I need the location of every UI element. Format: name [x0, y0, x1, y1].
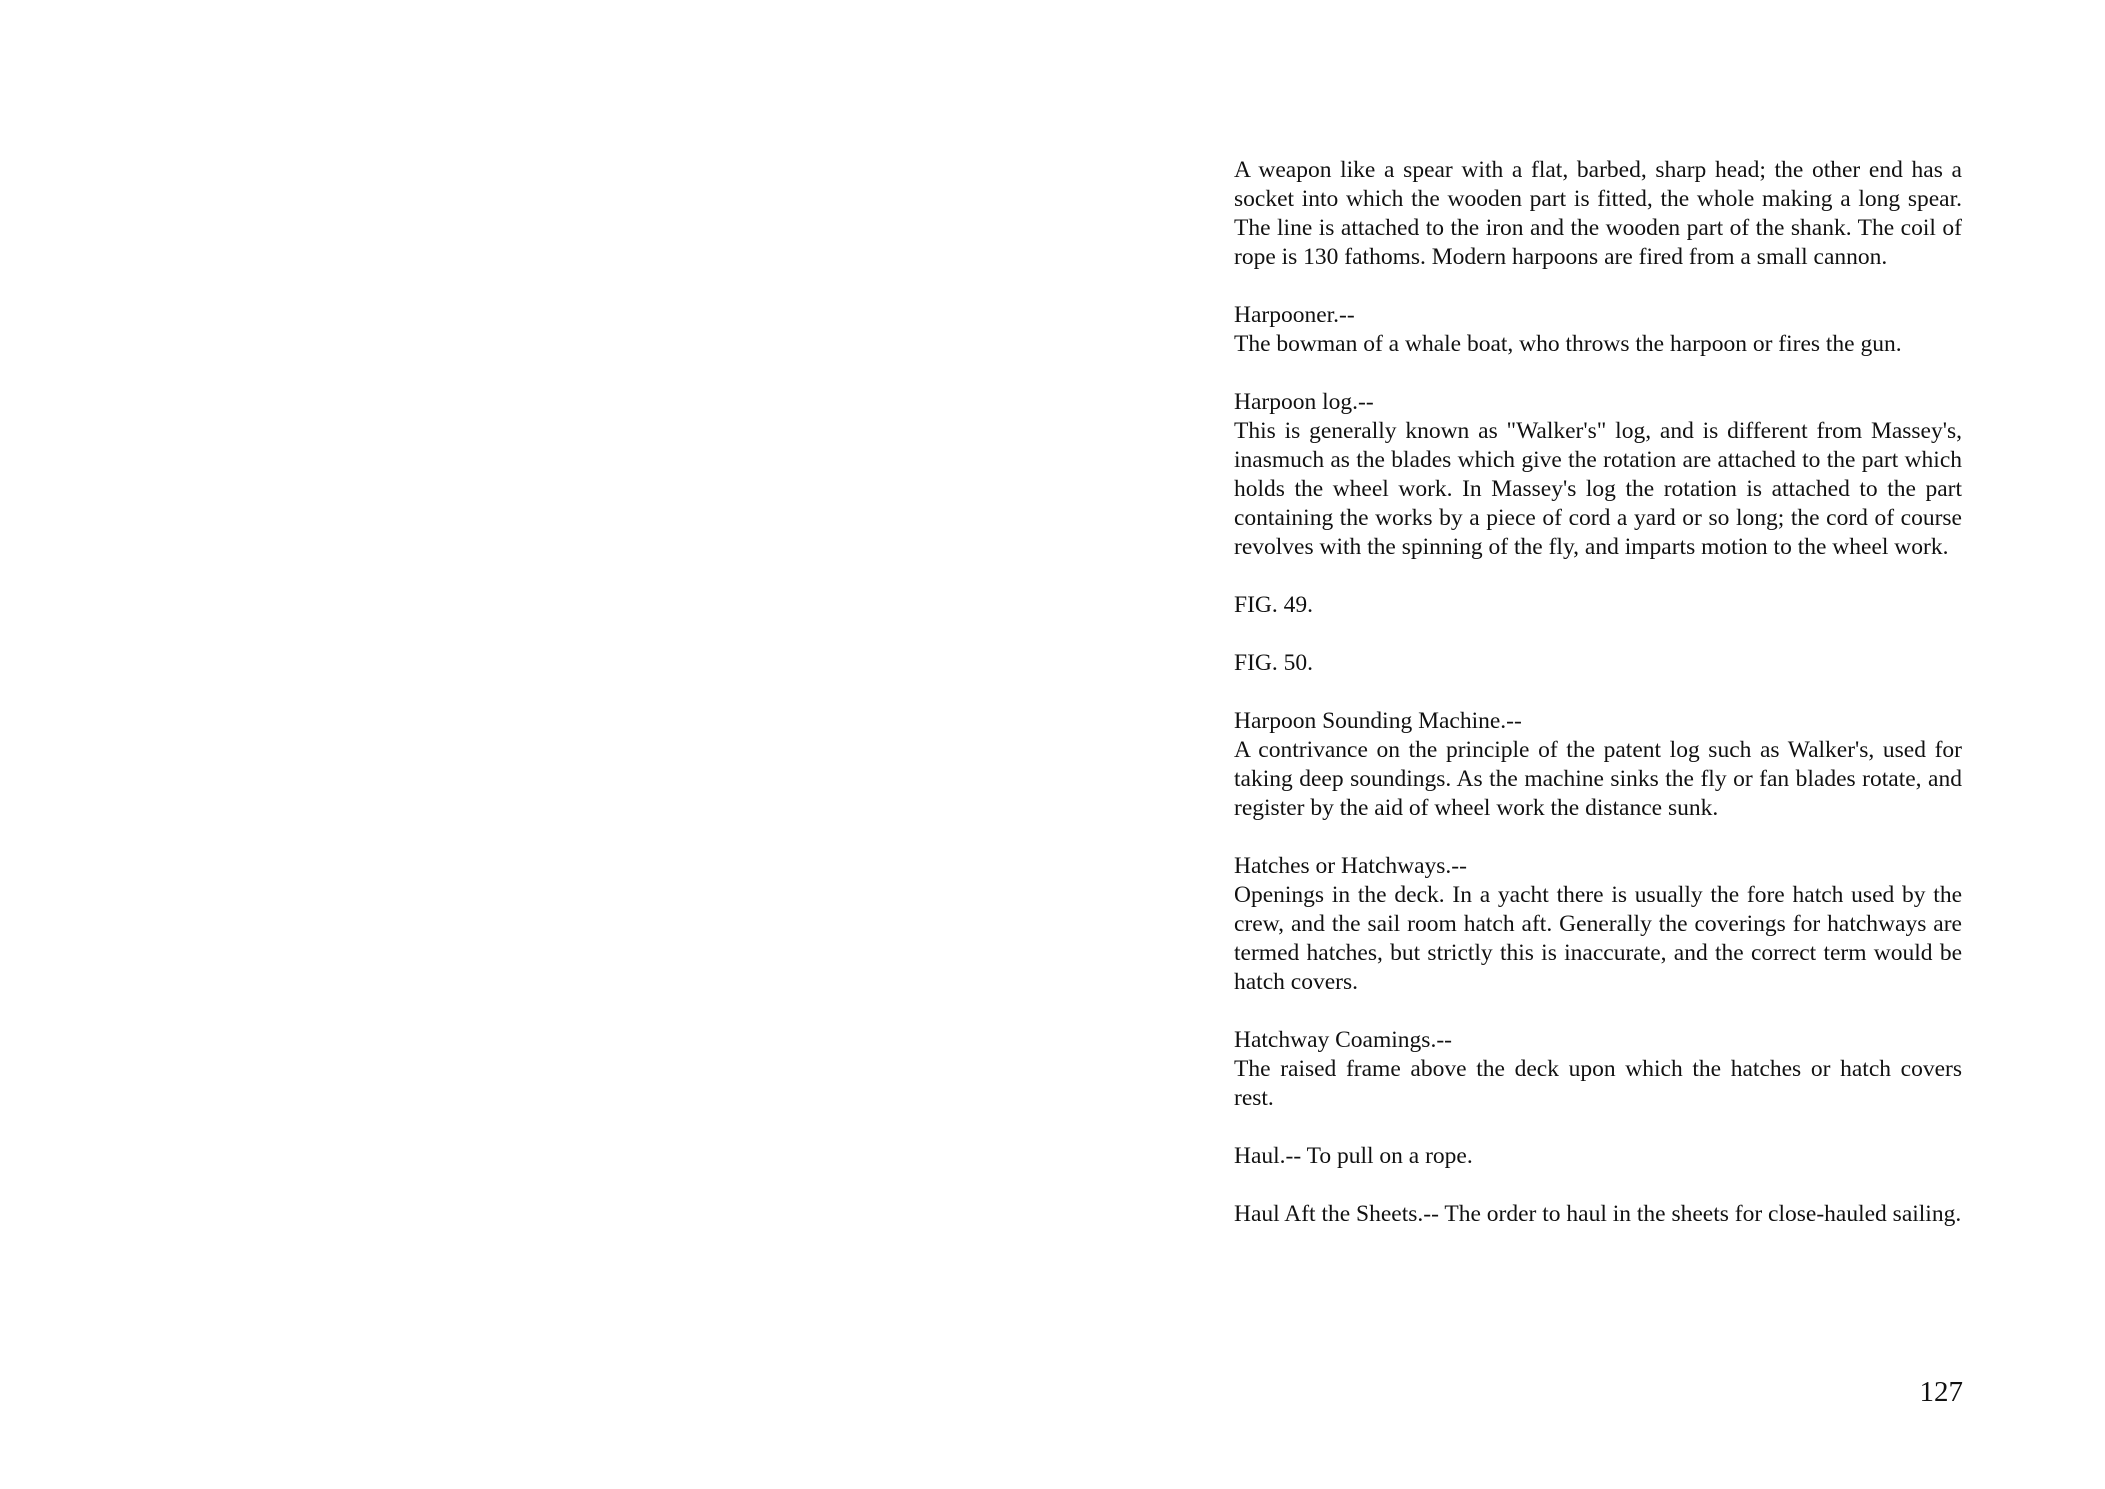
entry-definition: A contrivance on the principle of the patent log such as Walker's, used for taking deep soundings. As the machine sinks the fly or fan blades rotate, and register by the aid of wheel work the distance sunk. — [1234, 737, 1962, 821]
entry-term: Hatches or Hatchways.-- — [1234, 853, 1467, 879]
entry-definition: The raised frame above the deck upon which the hatches or hatch covers rest. — [1234, 1056, 1962, 1111]
entry-term: Hatchway Coamings.-- — [1234, 1027, 1452, 1053]
entry-hatches — [1234, 852, 1962, 997]
entry-term: Harpoon log.-- — [1234, 389, 1374, 415]
entry-harpoon — [1234, 156, 1962, 272]
figure-label: FIG. 49. — [1234, 592, 1313, 618]
entry-definition: Haul Aft the Sheets.-- The order to haul in the sheets for close-hauled sailing. — [1234, 1201, 1962, 1227]
entry-haul — [1234, 1142, 1962, 1171]
entry-term: Harpoon Sounding Machine.-- — [1234, 708, 1522, 734]
figure-caption-50 — [1234, 649, 1962, 678]
entry-harpoon-log — [1234, 388, 1962, 562]
entry-term: Harpooner.-- — [1234, 302, 1355, 328]
entry-definition: A weapon like a spear with a flat, barbed, sharp head; the other end has a socket into which the wooden part is fitted, the whole making a long spear. The line is attached to the iron and the wooden part of the shank. The coil of rope is 130 fathoms. Modern harpoons are fired from a small cannon. — [1234, 157, 1962, 270]
entry-definition: This is generally known as "Walker's" log, and is different from Massey's, inasmuch as the blades which give the rotation are attached to the part which holds the wheel work. In Massey's log the rotation is attached to the part containing the works by a piece of cord a yard or so long; the cord of course revolves with the spinning of the fly, and imparts motion to the wheel work. — [1234, 418, 1962, 560]
page-number: 127 — [1919, 1376, 1963, 1408]
entry-definition: The bowman of a whale boat, who throws the harpoon or fires the gun. — [1234, 331, 1902, 357]
figure-caption-49 — [1234, 591, 1962, 620]
entry-harpooner — [1234, 301, 1962, 359]
entry-hatchway-coamings — [1234, 1026, 1962, 1113]
left-page-blank — [0, 0, 1052, 1489]
entry-harpoon-sounding-machine — [1234, 707, 1962, 823]
glossary-column — [1234, 156, 1962, 1258]
entry-definition: Haul.-- To pull on a rope. — [1234, 1143, 1473, 1169]
entry-haul-aft-the-sheets — [1234, 1200, 1962, 1229]
entry-definition: Openings in the deck. In a yacht there is usually the fore hatch used by the crew, and the sail room hatch aft. Generally the coverings for hatchways are termed hatches, but strictly this is inaccurate, and the correct term would be hatch covers. — [1234, 882, 1962, 995]
figure-label: FIG. 50. — [1234, 650, 1313, 676]
